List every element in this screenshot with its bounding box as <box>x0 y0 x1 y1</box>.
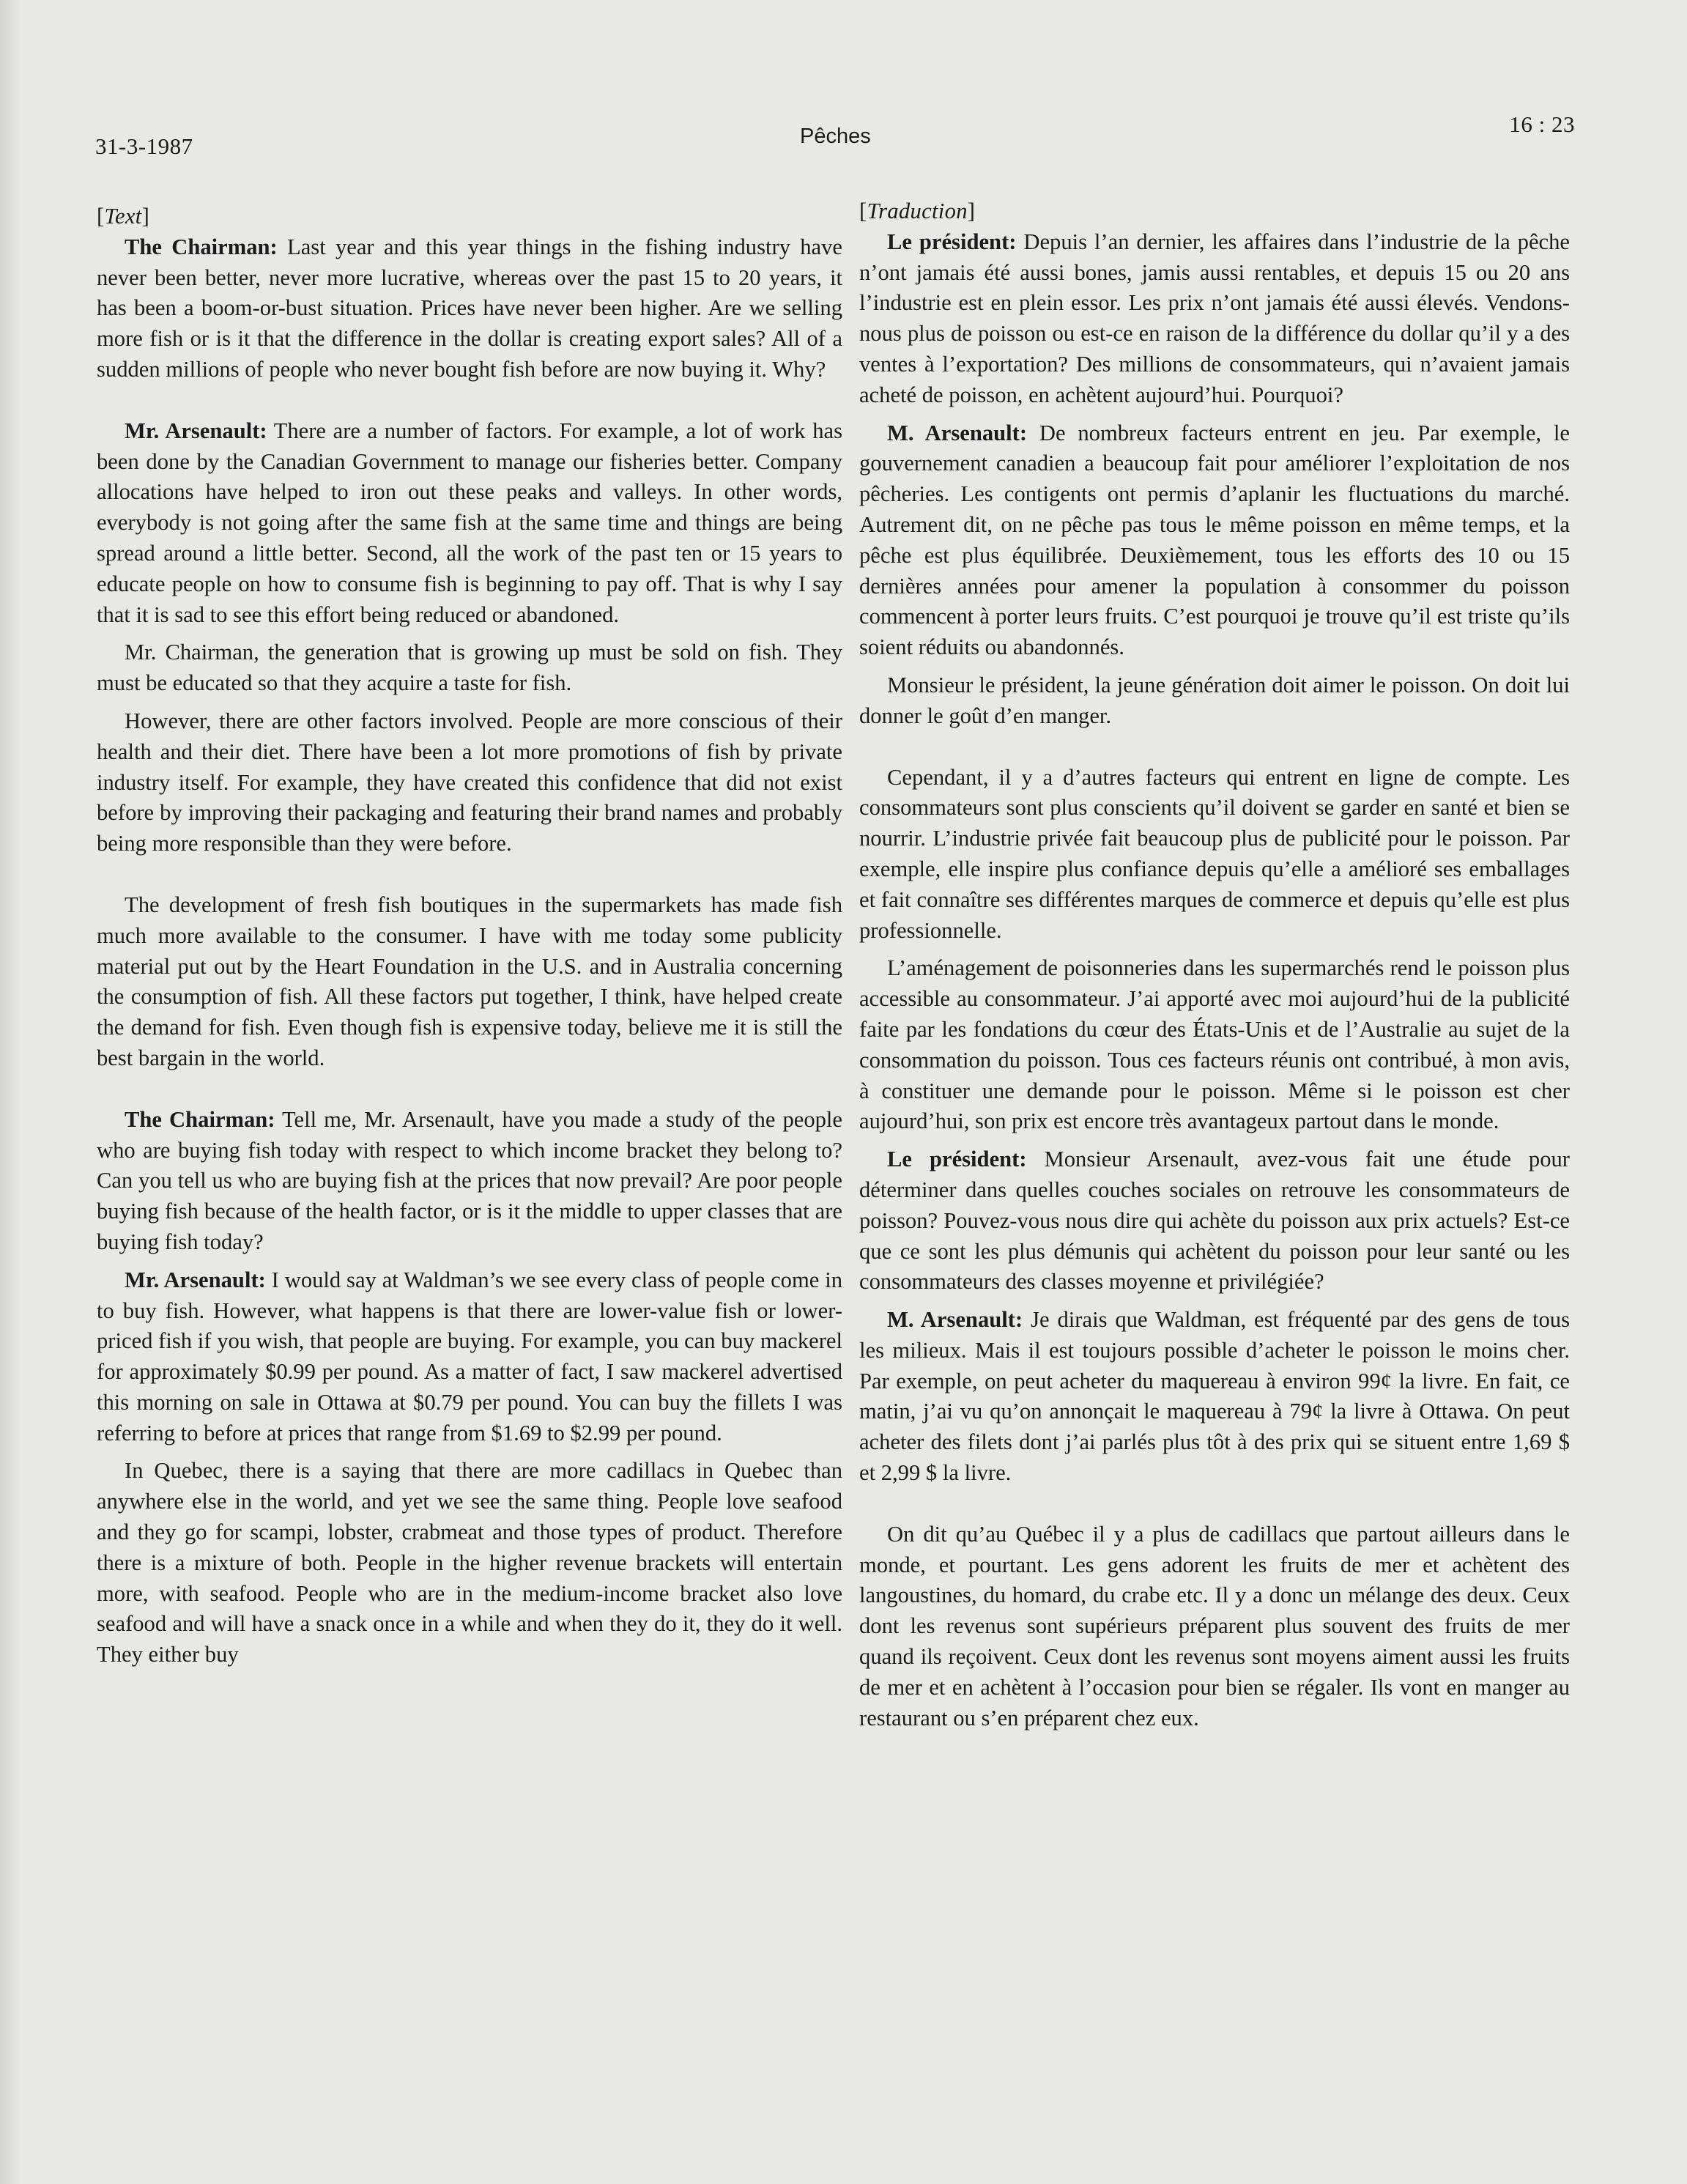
header-page-number: 16 : 23 <box>1509 111 1575 137</box>
paragraph <box>859 1144 1570 1298</box>
paragraph <box>97 706 842 859</box>
paragraph <box>859 227 1570 411</box>
paragraph <box>859 418 1570 663</box>
speaker-label: The Chairman: <box>125 1106 275 1132</box>
paragraph <box>97 1456 842 1670</box>
speaker-label: Le président: <box>887 229 1017 254</box>
speaker-label: M. Arsenault: <box>887 1307 1023 1333</box>
language-tag-traduction: [Traduction] <box>859 199 976 223</box>
paragraph <box>859 1305 1570 1489</box>
paragraph-text: In Quebec, there is a saying that there are more cadillacs in Quebec than anywhere else in the world, and yet we see the same thing. People love seafood and they go for scampi, lobster, crabmeat and those types of product. Therefore there is a mixture of both. People in the higher revenue brackets will entertain more, with seafood. People who are in the medium-income bracket also love seafood and will have a snack once in a while and when they do it, they do it well. They either buy <box>97 1458 842 1667</box>
paragraph <box>97 1265 842 1449</box>
paragraph-text: The development of fresh fish boutiques in the supermarkets has made fish much more available to the consumer. I have with me today some publicity material put out by the Heart Foundation in the U.S. and in Australia concerning the consumption of fish. All these factors put together, I think, have helped create the demand for fish. Even though fish is expensive today, believe me it is still the best bargain in the world. <box>97 892 842 1070</box>
speaker-label: M. Arsenault: <box>887 420 1028 445</box>
language-tag-text: [Text] <box>97 204 150 229</box>
paragraph <box>859 670 1570 732</box>
paragraph-text: Monsieur le président, la jeune génération doit aimer le poisson. On doit lui donner le goût d’en manger. <box>859 672 1570 728</box>
paragraph <box>97 416 842 631</box>
paragraph-text: Monsieur Arsenault, avez-vous fait une étude pour déterminer dans quelles couches sociales on retrouve les consommateurs de poisson? Pouvez-vous nous dire qui achète du poisson aux prix actuels? Est-ce que ce sont les plus démunis qui achètent du poisson pour leur santé ou les consommateurs des classes moyenne et privilégiée? <box>859 1147 1570 1295</box>
paragraph <box>859 1519 1570 1734</box>
paragraph <box>97 637 842 699</box>
left-column-english <box>97 201 842 1670</box>
paragraph-text: However, there are other factors involved. People are more conscious of their health and their diet. There have been a lot more promotions of fish by private industry itself. For example, they have created this confidence that did not exist before by improving their packaging and featuring their brand names and probably being more responsible than they were before. <box>97 708 842 856</box>
paragraph-text: Last year and this year things in the fishing industry have never been better, never more lucrative, whereas over the past 15 to 20 years, it has been a boom-or-bust situation. Prices have never been higher. Are we selling more fish or is it that the difference in the dollar is creating export sales? All of a sudden millions of people who never bought fish before are now buying it. Why? <box>97 234 843 382</box>
header-date: 31-3-1987 <box>95 133 193 159</box>
paragraph-text: L’aménagement de poisonneries dans les supermarchés rend le poisson plus accessible au consommateur. J’ai apporté avec moi aujourd’hui de la publicité faite par les fondations du cœur des États-Unis et de l’Australie au sujet de la consommation du poisson. Tous ces facteurs réunis ont contribué, à mon avis, à constituer une demande pour le poisson. Même si le poisson est cher aujourd’hui, son prix est encore très avantageux partout dans le monde. <box>859 955 1570 1134</box>
paragraph <box>97 1105 842 1258</box>
paragraph <box>859 953 1570 1137</box>
paragraph-text: Cependant, il y a d’autres facteurs qui entrent en ligne de compte. Les consommateurs sont plus conscients qu’il doivent se garder en santé et bien se nourrir. L’industrie privée fait beaucoup plus de publicité pour le poisson. Par exemple, elle inspire plus confiance depuis qu’elle a amélioré ses emballages et fait connaître ses différentes marques de commerce et depuis qu’elle est plus professionnelle. <box>859 764 1570 943</box>
paragraph <box>97 232 842 385</box>
paragraph-text: Depuis l’an dernier, les affaires dans l’industrie de la pêche n’ont jamais été aussi bones, jamis aussi rentables, et depuis 15 ou 20 ans l’industrie est en plein essor. Les prix n’ont jamais été aussi élevés. Vendons-nous plus de poisson ou est-ce en raison de la différence du dollar qu’il y a des ventes à l’exportation? Des millions de consommateurs, qui n’avaient jamais acheté de poisson, en achètent aujourd’hui. Pourquoi? <box>859 229 1570 407</box>
right-column-french <box>859 196 1570 1733</box>
speaker-label: Mr. Arsenault: <box>125 418 267 443</box>
page-header <box>95 108 1575 160</box>
speaker-label: Le président: <box>887 1147 1027 1172</box>
paragraph-text: Tell me, Mr. Arsenault, have you made a study of the people who are buying fish today with respect to which income bracket they belong to? Can you tell us who are buying fish at the prices that now prevail? Are poor people buying fish because of the health factor, or is it the middle to upper classes that are buying fish today? <box>97 1106 842 1254</box>
speaker-label: The Chairman: <box>125 234 278 259</box>
paragraph-text: There are a number of factors. For example, a lot of work has been done by the Canadian Government to manage our fisheries better. Company allocations have helped to iron out these peaks and valleys. In other words, everybody is not going after the same fish at the same time and things are being spread around a little better. Second, all the work of the past ten or 15 years to educate people on how to consume fish is beginning to pay off. That is why I say that it is sad to see this effort being reduced or abandoned. <box>97 418 842 627</box>
paragraph-text: I would say at Waldman’s we see every class of people come in to buy fish. However, what happens is that there are lower-value fish or lower-priced fish if you wish, that people are buying. For example, you can buy mackerel for approximately $0.99 per pound. As a matter of fact, I saw mackerel advertised this morning on sale in Ottawa at $0.79 per pound. You can buy the fillets I was referring to before at prices that range from $1.69 to $2.99 per pound. <box>97 1267 842 1445</box>
paragraph-text: Mr. Chairman, the generation that is growing up must be sold on fish. They must be educated so that they acquire a taste for fish. <box>97 640 842 696</box>
paragraph <box>97 890 842 1074</box>
page-edge-shadow <box>0 0 21 2184</box>
paragraph-text: De nombreux facteurs entrent en jeu. Par exemple, le gouvernement canadien a beaucoup fait pour améliorer l’exploitation de nos pêcheries. Les contigents ont permis d’aplanir les fluctuations du marché. Autrement dit, on ne pêche pas tous le même poisson en même temps, et la pêche est plus équilibrée. Deuxièmement, tous les efforts des 10 ou 15 dernières années pour amener la population à consommer du poisson commencent à porter leurs fruits. C’est pourquoi je trouve qu’il est triste qu’ils soient réduits ou abandonnés. <box>859 420 1570 660</box>
paragraph-text: On dit qu’au Québec il y a plus de cadillacs que partout ailleurs dans le monde, et pourtant. Les gens adorent les fruits de mer et achètent des langoustines, du homard, du crabe etc. Il y a donc un mélange des deux. Ceux dont les revenus sont supérieurs préparent plus souvent des fruits de mer quand ils reçoivent. Ceux dont les revenus sont moyens aiment aussi les fruits de mer et en achètent à l’occasion pour bien se régaler. Ils vont en manger au restaurant ou s’en préparent chez eux. <box>859 1521 1570 1730</box>
header-title: Pêches <box>800 125 871 148</box>
paragraph-text: Je dirais que Waldman, est fréquenté par des gens de tous les milieux. Mais il est toujours possible d’acheter le poisson le moins cher. Par exemple, on peut acheter du maquereau à environ 99¢ la livre. En fait, ce matin, j’ai vu qu’on annonçait le maquereau à 79¢ la livre à Ottawa. On peut acheter des filets dont j’ai parlés plus tôt à des prix qui se situent entre 1,69 $ et 2,99 $ la livre. <box>859 1307 1570 1486</box>
paragraph <box>859 763 1570 947</box>
speaker-label: Mr. Arsenault: <box>125 1267 266 1292</box>
